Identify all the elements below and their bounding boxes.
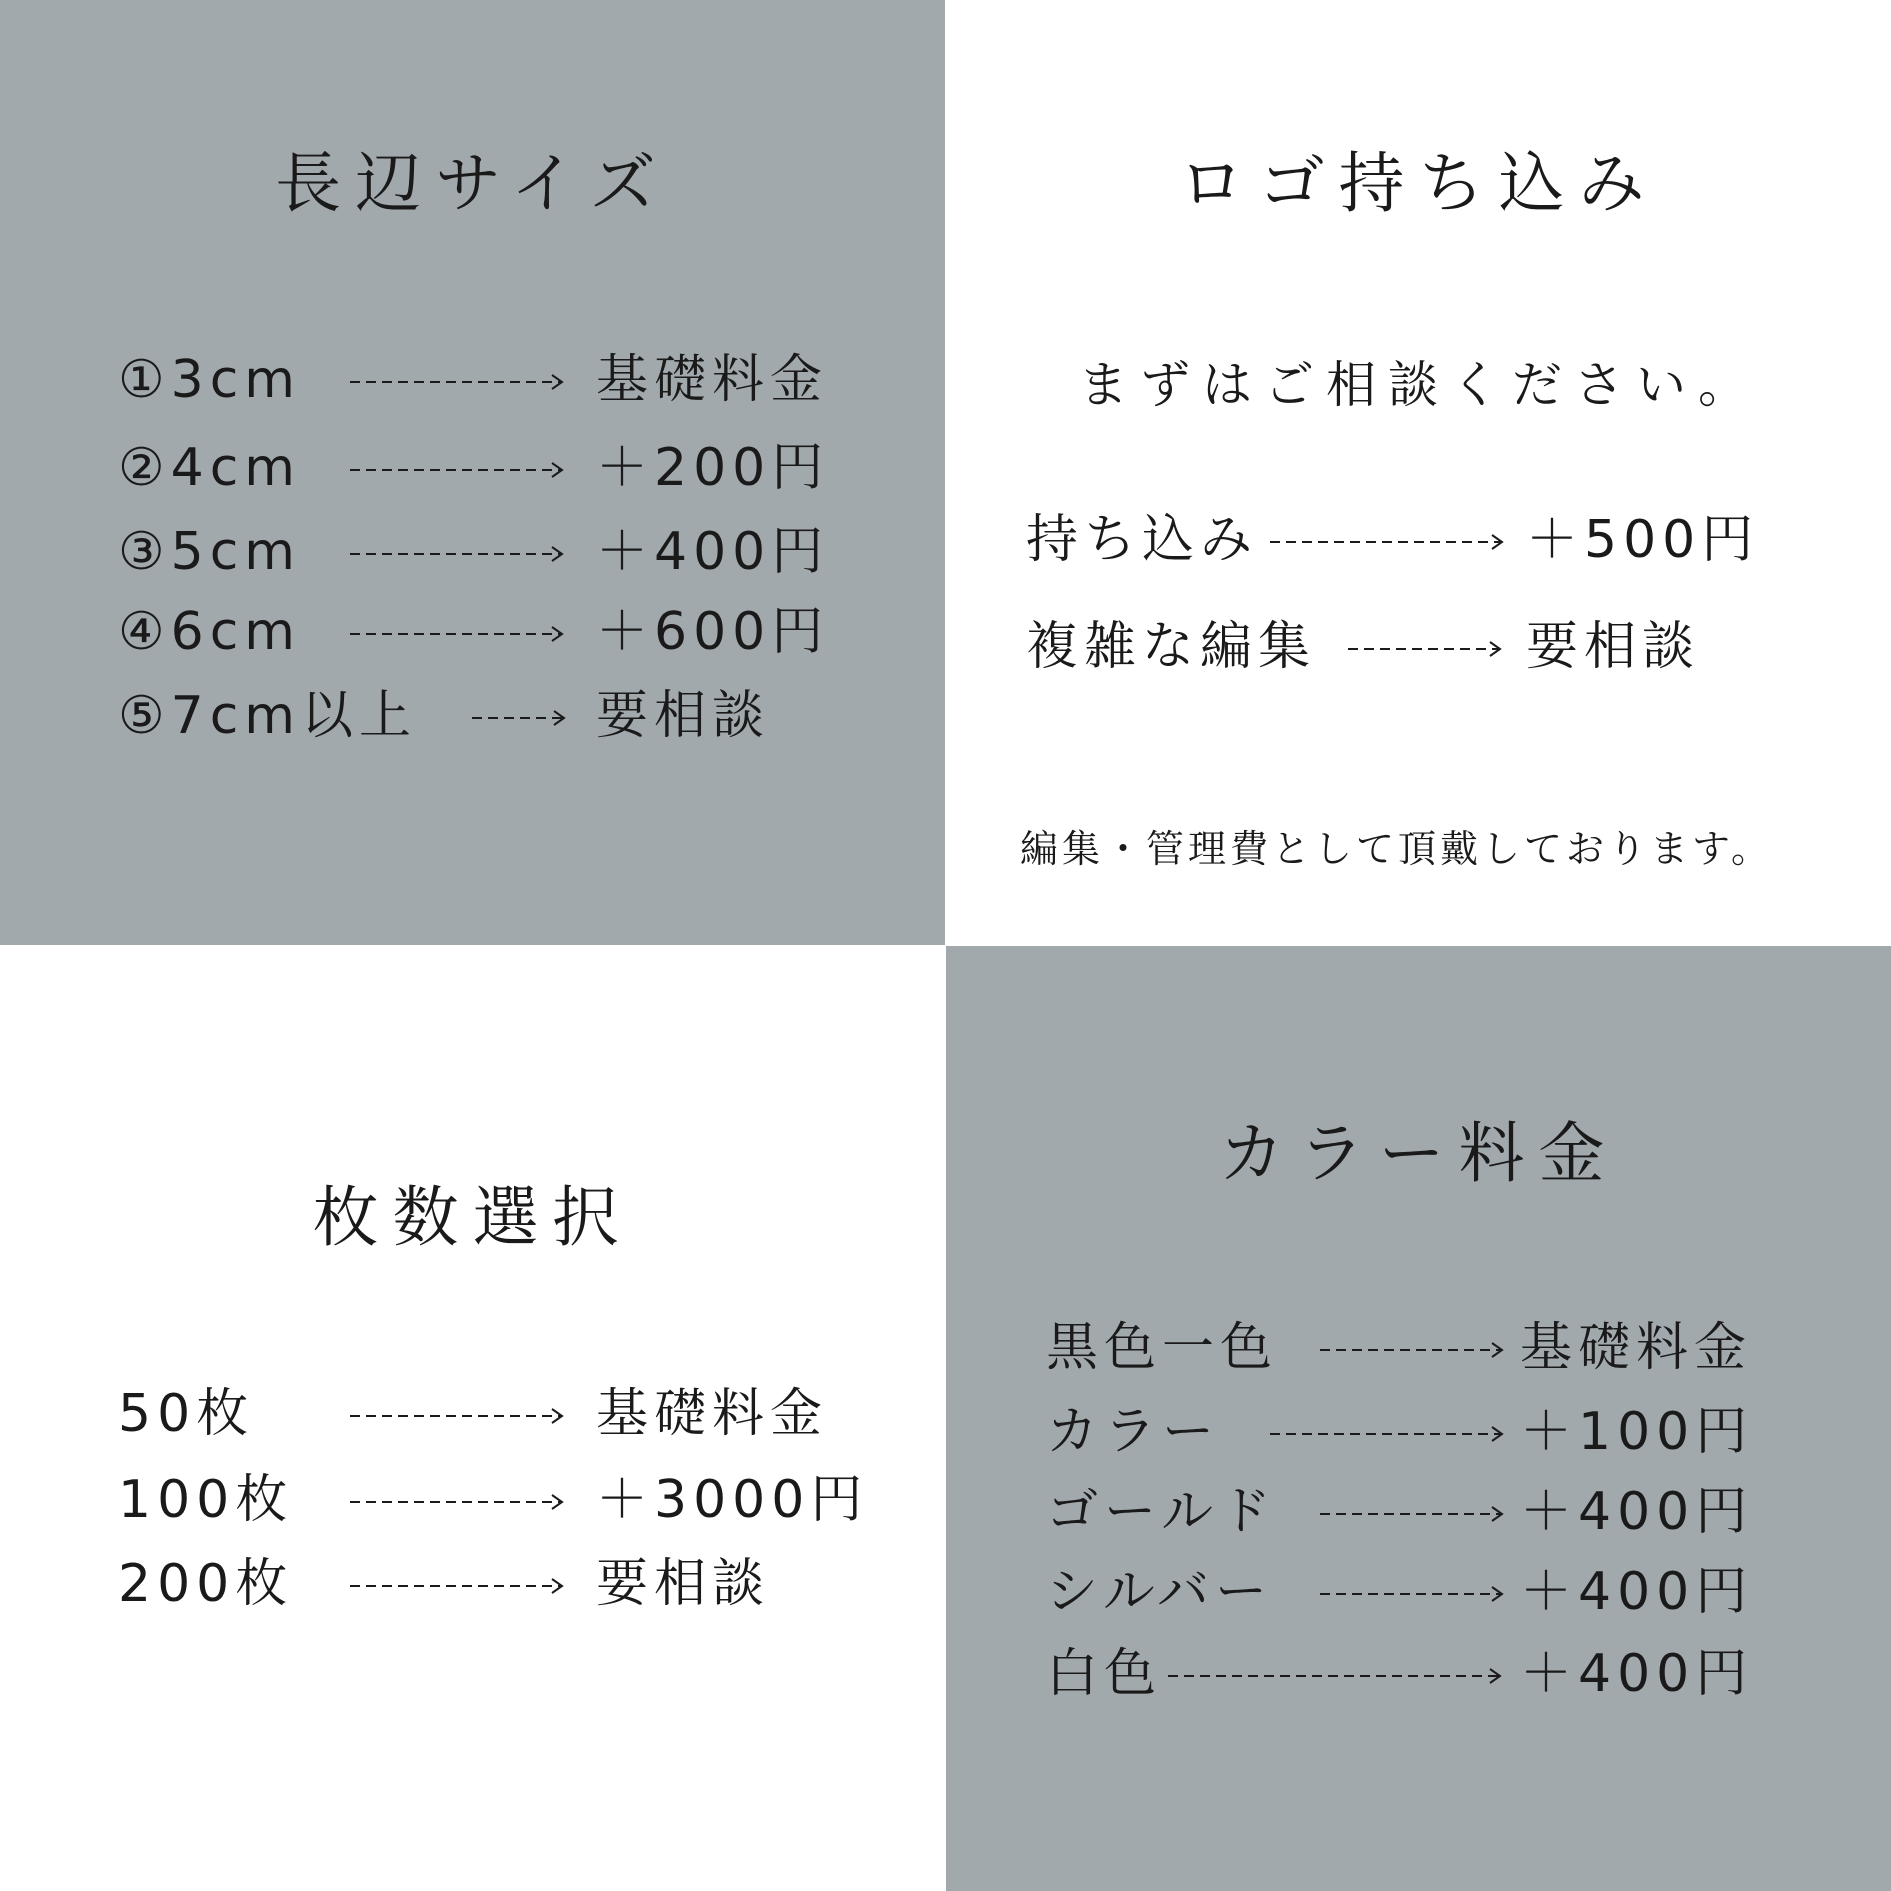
row-value: ＋200円	[596, 438, 830, 498]
row-value: 基礎料金	[596, 1384, 829, 1444]
row-label: ①3cm	[118, 350, 301, 410]
dashed-arrow-icon	[348, 1374, 568, 1454]
price-row	[118, 512, 918, 592]
row-value: ＋400円	[596, 522, 830, 582]
price-row	[1046, 1552, 1876, 1632]
price-row	[118, 1460, 918, 1540]
dashed-arrow-icon	[348, 1544, 568, 1624]
row-value: ＋400円	[1520, 1482, 1754, 1542]
price-row	[1046, 1634, 1876, 1714]
dashed-arrow-icon	[1166, 1634, 1506, 1714]
row-label: カラー	[1046, 1402, 1221, 1462]
row-label: 白色	[1046, 1644, 1163, 1704]
dashed-arrow-icon	[348, 512, 568, 592]
row-value: ＋600円	[596, 602, 830, 662]
price-row	[118, 1374, 918, 1454]
price-row	[1026, 607, 1866, 687]
dashed-arrow-icon	[1268, 500, 1508, 580]
row-label: 50枚	[118, 1384, 255, 1444]
row-value: 基礎料金	[596, 350, 829, 410]
row-label: ④6cm	[118, 602, 301, 662]
panel-title: ロゴ持ち込み	[1178, 145, 1659, 222]
dashed-arrow-icon	[348, 1460, 568, 1540]
row-value: ＋400円	[1520, 1562, 1754, 1622]
panel-logo-bring-in	[946, 0, 1891, 945]
row-label: ゴールド	[1046, 1482, 1277, 1542]
panel-title: 長辺サイズ	[275, 145, 670, 222]
dashed-arrow-icon	[348, 428, 568, 508]
row-label: シルバー	[1046, 1562, 1274, 1622]
dashed-arrow-icon	[470, 676, 570, 756]
panel-long-side-size	[0, 0, 945, 945]
row-label: ⑤7cm以上	[118, 686, 417, 746]
row-label: 持ち込み	[1026, 510, 1259, 570]
panel-title: 枚数選択	[312, 1179, 633, 1256]
price-row	[1026, 500, 1866, 580]
panel-color-price	[946, 946, 1891, 1891]
row-value: ＋3000円	[596, 1470, 869, 1530]
dashed-arrow-icon	[1318, 1308, 1508, 1388]
row-value: ＋500円	[1526, 510, 1760, 570]
price-row	[118, 428, 918, 508]
price-row	[118, 592, 918, 672]
row-label: ②4cm	[118, 438, 301, 498]
price-row	[118, 1544, 918, 1624]
dashed-arrow-icon	[1318, 1472, 1508, 1552]
dashed-arrow-icon	[1268, 1392, 1508, 1472]
panel-quantity-selection	[0, 946, 945, 1891]
row-label: ③5cm	[118, 522, 301, 582]
row-value: 要相談	[596, 686, 771, 746]
dashed-arrow-icon	[348, 340, 568, 420]
panel-title: カラー料金	[1218, 1115, 1619, 1192]
row-value: 基礎料金	[1520, 1318, 1753, 1378]
footnote-text: 編集・管理費として頂戴しております。	[1020, 827, 1773, 871]
price-row	[118, 676, 918, 756]
row-value: 要相談	[596, 1554, 771, 1614]
price-row	[1046, 1472, 1876, 1552]
row-label: 黒色一色	[1046, 1318, 1279, 1378]
row-label: 複雑な編集	[1026, 617, 1317, 677]
row-label: 100枚	[118, 1470, 294, 1530]
dashed-arrow-icon	[348, 592, 568, 672]
row-value: ＋400円	[1520, 1644, 1754, 1704]
price-row	[118, 340, 918, 420]
row-value: 要相談	[1526, 617, 1701, 677]
price-row	[1046, 1308, 1876, 1388]
row-label: 200枚	[118, 1554, 294, 1614]
row-value: ＋100円	[1520, 1402, 1754, 1462]
dashed-arrow-icon	[1318, 1552, 1508, 1632]
lead-text: まずはご相談ください。	[1078, 356, 1760, 414]
price-row	[1046, 1392, 1876, 1472]
dashed-arrow-icon	[1346, 607, 1506, 687]
